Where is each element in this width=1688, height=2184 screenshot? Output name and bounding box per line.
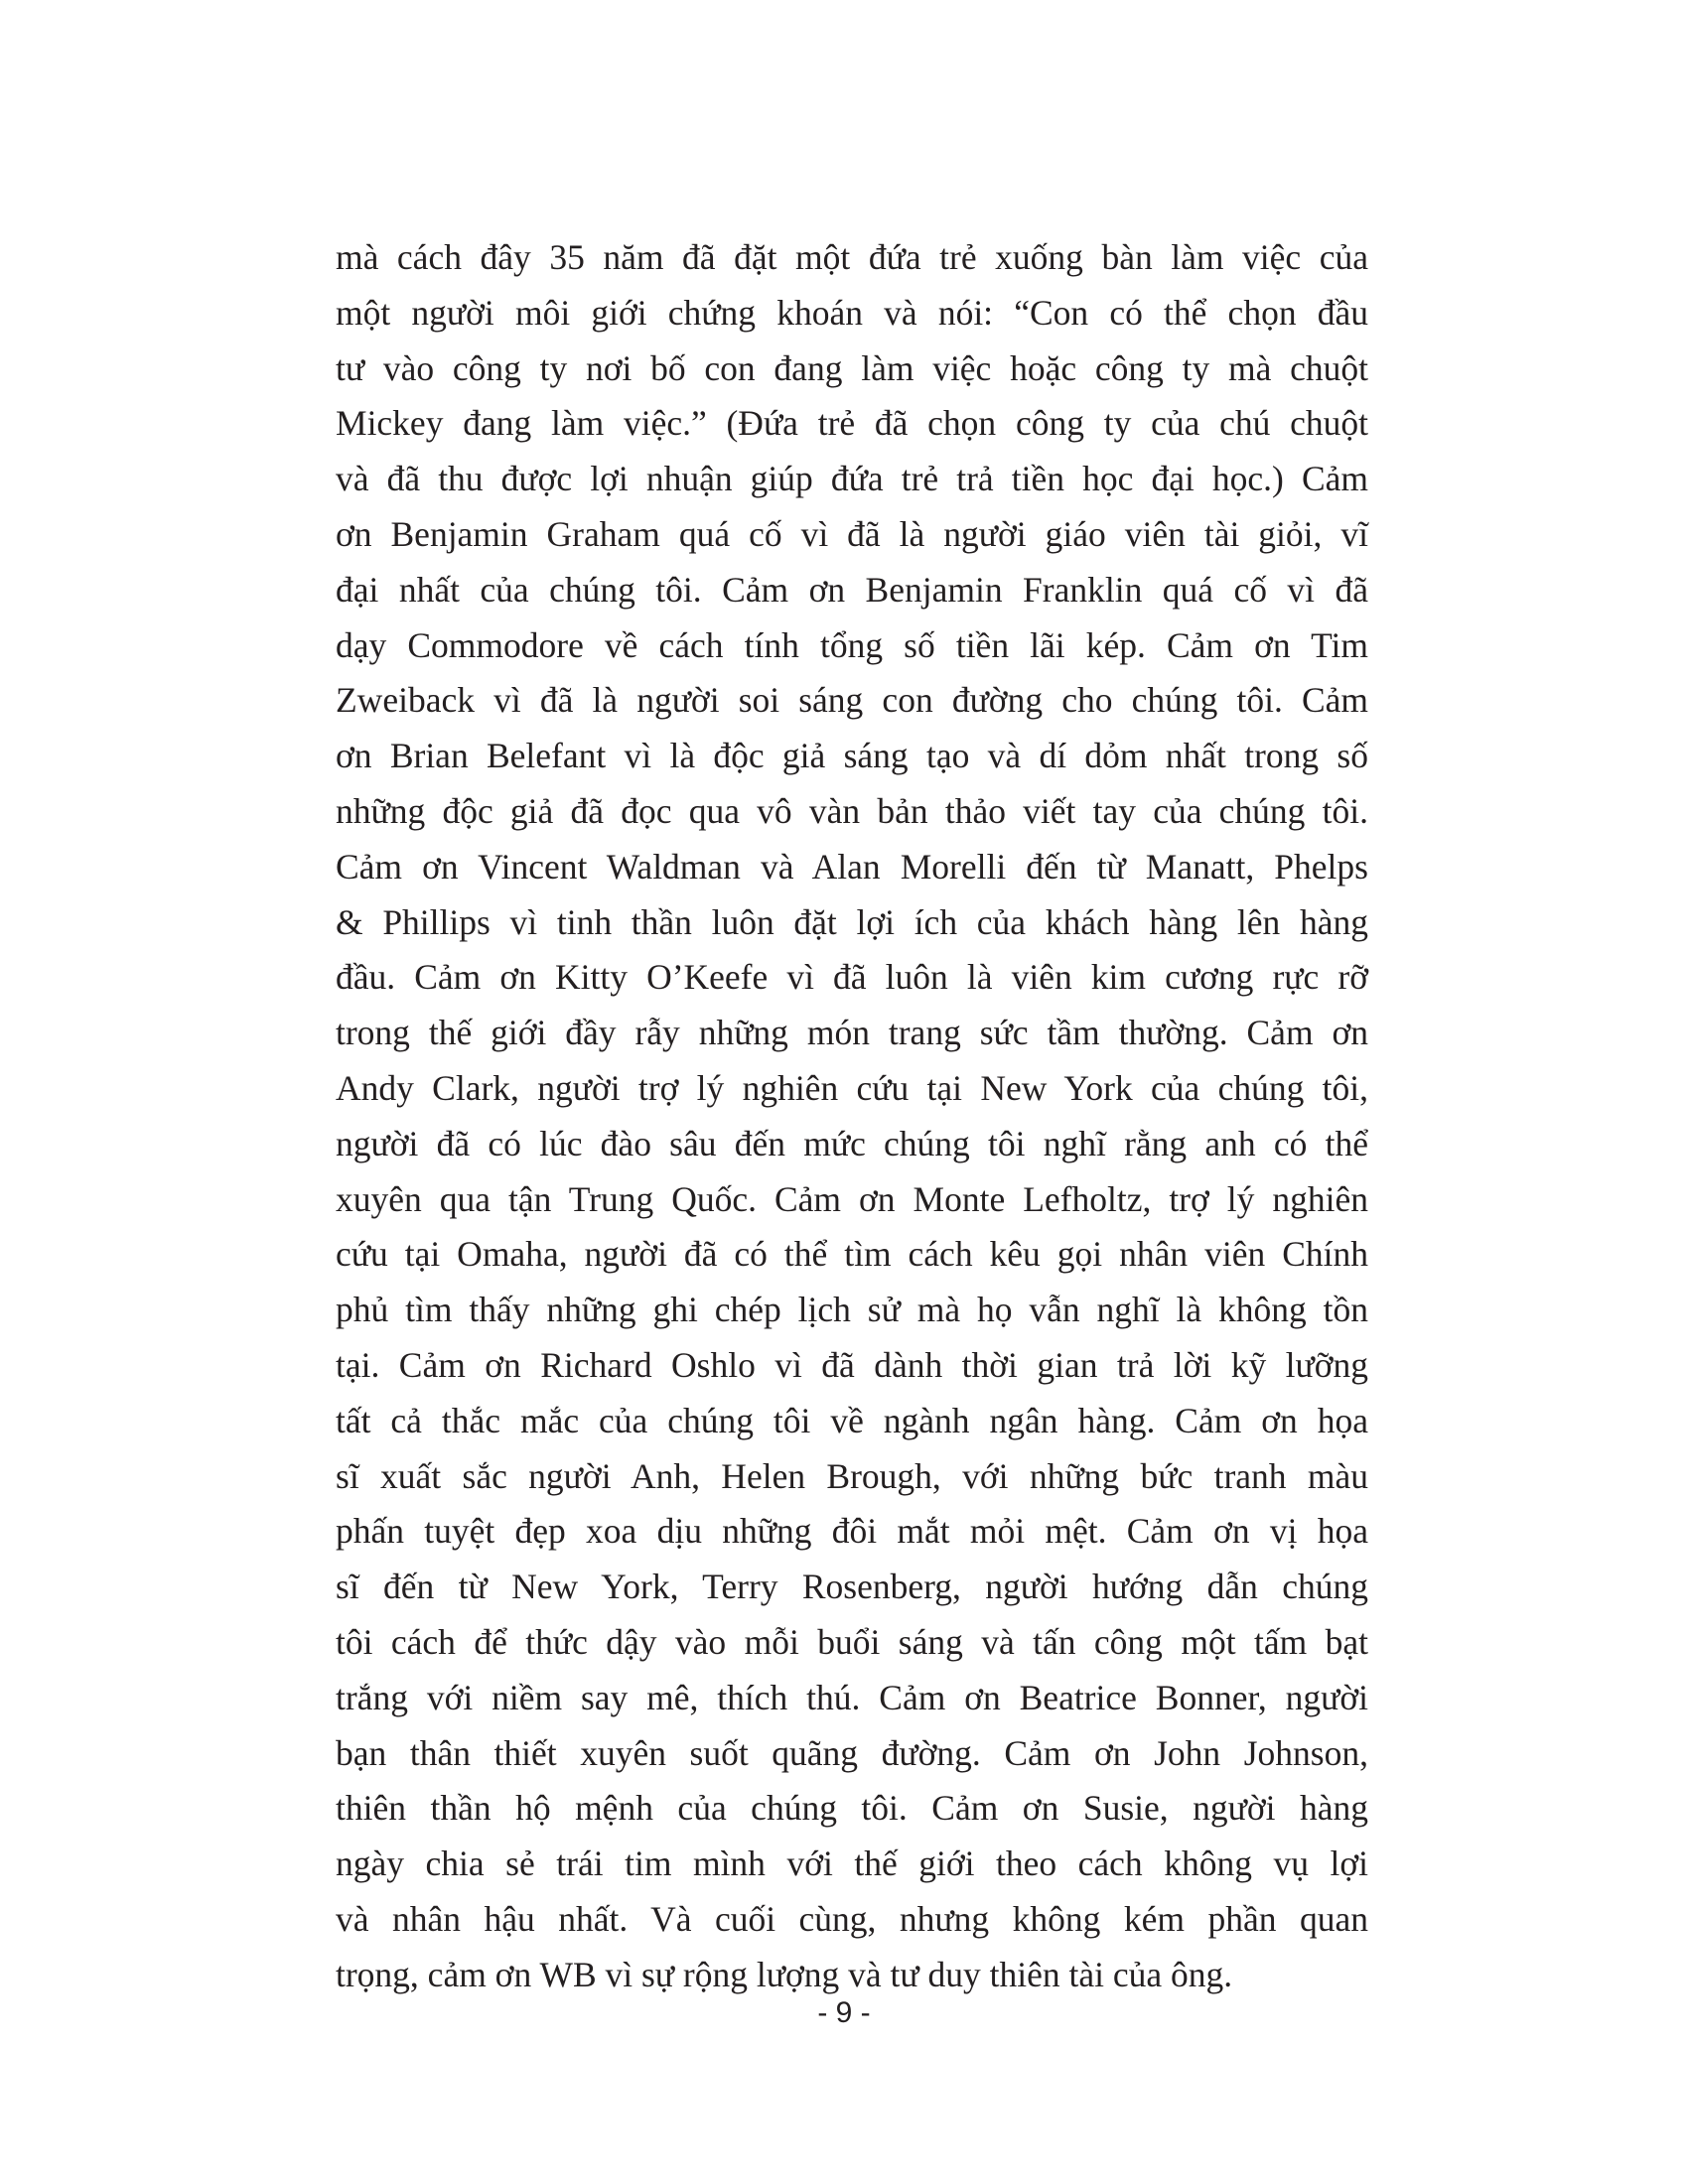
- text-line: Andy Clark, người trợ lý nghiên cứu tại New York của chúng tôi,: [336, 1067, 1368, 1108]
- text-line: bạn thân thiết xuyên suốt quãng đường. Cảm ơn John Johnson,: [336, 1732, 1368, 1773]
- text-line: & Phillips vì tinh thần luôn đặt lợi ích của khách hàng lên hàng: [336, 901, 1368, 942]
- text-line: ơn Brian Belefant vì là độc giả sáng tạo và dí dỏm nhất trong số: [336, 736, 1368, 776]
- text-line: đầu. Cảm ơn Kitty O’Keefe vì đã luôn là viên kim cương rực rỡ: [336, 957, 1368, 998]
- text-line: mà cách đây 35 năm đã đặt một đứa trẻ xuống bàn làm việc của: [336, 237, 1368, 277]
- text-line: xuyên qua tận Trung Quốc. Cảm ơn Monte Lefholtz, trợ lý nghiên: [336, 1178, 1368, 1219]
- text-line: trắng với niềm say mê, thích thú. Cảm ơn Beatrice Bonner, người: [336, 1677, 1368, 1717]
- text-line: ngày chia sẻ trái tim mình với thế giới theo cách không vụ lợi: [336, 1843, 1368, 1884]
- text-line: Zweiback vì đã là người soi sáng con đường cho chúng tôi. Cảm: [336, 680, 1368, 721]
- text-line: Mickey đang làm việc.” (Đứa trẻ đã chọn công ty của chú chuột: [336, 403, 1368, 444]
- text-line: phủ tìm thấy những ghi chép lịch sử mà họ vẫn nghĩ là không tồn: [336, 1290, 1368, 1330]
- text-line: một người môi giới chứng khoán và nói: “Con có thể chọn đầu: [336, 292, 1368, 333]
- text-line: tất cả thắc mắc của chúng tôi về ngành ngân hàng. Cảm ơn họa: [336, 1400, 1368, 1440]
- text-line: phấn tuyệt đẹp xoa dịu những đôi mắt mỏi mệt. Cảm ơn vị họa: [336, 1511, 1368, 1552]
- text-line: cứu tại Omaha, người đã có thể tìm cách kêu gọi nhân viên Chính: [336, 1234, 1368, 1275]
- text-line: trong thế giới đầy rẫy những món trang sức tầm thường. Cảm ơn: [336, 1013, 1368, 1053]
- text-line: người đã có lúc đào sâu đến mức chúng tôi nghĩ rằng anh có thể: [336, 1123, 1368, 1163]
- text-line: sĩ đến từ New York, Terry Rosenberg, người hướng dẫn chúng: [336, 1567, 1368, 1607]
- text-line: tôi cách để thức dậy vào mỗi buổi sáng và tấn công một tấm bạt: [336, 1621, 1368, 1662]
- text-line: sĩ xuất sắc người Anh, Helen Brough, với những bức tranh màu: [336, 1455, 1368, 1496]
- text-line: dạy Commodore về cách tính tổng số tiền lãi kép. Cảm ơn Tim: [336, 624, 1368, 665]
- text-line: đại nhất của chúng tôi. Cảm ơn Benjamin Franklin quá cố vì đã: [336, 569, 1368, 610]
- text-line: Cảm ơn Vincent Waldman và Alan Morelli đến từ Manatt, Phelps: [336, 846, 1368, 887]
- text-line: thiên thần hộ mệnh của chúng tôi. Cảm ơn Susie, người hàng: [336, 1788, 1368, 1829]
- text-line: tại. Cảm ơn Richard Oshlo vì đã dành thời gian trả lời kỹ lưỡng: [336, 1344, 1368, 1385]
- page-number: - 9 -: [817, 1996, 871, 2029]
- text-line: và đã thu được lợi nhuận giúp đứa trẻ trả tiền học đại học.) Cảm: [336, 459, 1368, 499]
- text-line: trọng, cảm ơn WB vì sự rộng lượng và tư duy thiên tài của ông.: [336, 1954, 1233, 1994]
- text-line: ơn Benjamin Graham quá cố vì đã là người giáo viên tài giỏi, vĩ: [336, 513, 1368, 554]
- text-line: những độc giả đã đọc qua vô vàn bản thảo viết tay của chúng tôi.: [336, 790, 1368, 831]
- text-line: tư vào công ty nơi bố con đang làm việc hoặc công ty mà chuột: [336, 347, 1368, 388]
- text-line: và nhân hậu nhất. Và cuối cùng, nhưng không kém phần quan: [336, 1898, 1368, 1939]
- body-text: [336, 230, 1368, 2003]
